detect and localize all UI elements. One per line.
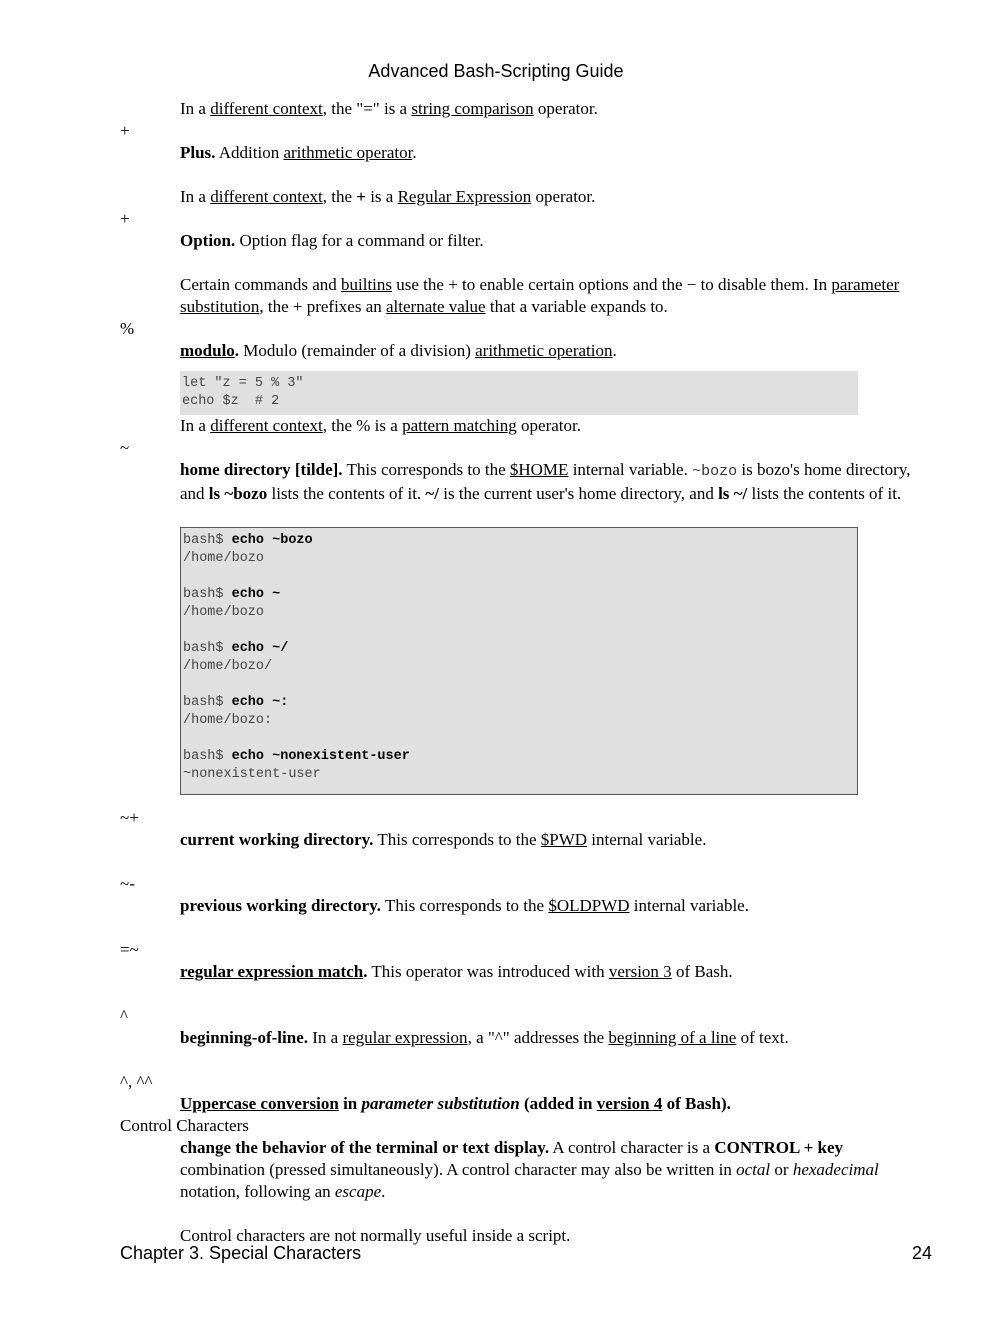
link-regular-expression[interactable]: regular expression — [342, 1028, 468, 1047]
link-pwd[interactable]: $PWD — [540, 830, 588, 849]
term-regex-match: =~ — [120, 940, 139, 959]
paragraph: Plus. Addition arithmetic operator. — [180, 143, 417, 162]
link-different-context[interactable]: different context — [210, 187, 323, 206]
code-block-tilde: bash$ echo ~bozo /home/bozo bash$ echo ~ /home/bozo bash$ echo ~/ /home/bozo/ bash$ echo ~: /home/bozo: bash$ echo ~nonexistent-user ~nonexistent-user — [180, 527, 858, 795]
term-caret: ^ — [120, 1006, 128, 1025]
link-arithmetic-operator[interactable]: arithmetic operator — [283, 143, 413, 162]
page-footer — [120, 1243, 932, 1264]
link-arithmetic-operation[interactable]: arithmetic operation — [475, 341, 613, 360]
paragraph: home directory [tilde]. This corresponds to the $HOME internal variable. ~bozo is bozo's home directory, and ls ~bozo lists the contents of it. ~/ is the current user's home directory, and ls ~/ lists the contents of it. — [180, 460, 911, 503]
def-control-characters — [180, 1137, 932, 1247]
link-different-context[interactable]: different context — [210, 99, 323, 118]
link-version-3[interactable]: version 3 — [608, 962, 672, 981]
term-tilde-minus: ~- — [120, 874, 135, 893]
link-string-comparison[interactable]: string comparison — [411, 99, 534, 118]
paragraph: Certain commands and builtins use the + to enable certain options and the − to disable them. In parameter substitution, the + prefixes an alternate value that a variable expands to. — [180, 275, 900, 316]
def-tilde — [180, 459, 932, 795]
link-uppercase-conversion[interactable]: Uppercase conversion — [180, 1094, 339, 1113]
paragraph: Uppercase conversion in parameter substitution (added in version 4 of Bash). — [180, 1094, 731, 1113]
link-pattern-matching[interactable]: pattern matching — [402, 416, 517, 435]
document-body — [120, 98, 932, 1247]
def-modulo — [180, 340, 932, 437]
paragraph: Control characters are not normally useful inside a script. — [180, 1226, 571, 1245]
term-caret-caret: ^, ^^ — [120, 1072, 153, 1091]
link-version-4[interactable]: version 4 — [596, 1094, 663, 1113]
paragraph: previous working directory. This corresponds to the $OLDPWD internal variable. — [180, 896, 749, 915]
code-block-modulo: let "z = 5 % 3" echo $z # 2 — [180, 371, 858, 415]
def-caret — [180, 1027, 932, 1049]
term-plus: + — [120, 121, 130, 140]
term-modulo: % — [120, 319, 135, 338]
link-oldpwd[interactable]: $OLDPWD — [548, 896, 630, 915]
paragraph: current working directory. This corresponds to the $PWD internal variable. — [180, 830, 707, 849]
def-option — [180, 230, 932, 318]
link-builtins[interactable]: builtins — [341, 275, 393, 294]
paragraph: modulo. Modulo (remainder of a division) arithmetic operation. — [180, 341, 617, 360]
term-tilde-plus: ~+ — [120, 808, 139, 827]
link-home[interactable]: $HOME — [509, 460, 569, 479]
def-equals-cont — [180, 98, 932, 120]
link-alternate-value[interactable]: alternate value — [386, 297, 486, 316]
link-regular-expression[interactable]: Regular Expression — [397, 187, 532, 206]
paragraph: In a different context, the % is a pattern matching operator. — [180, 416, 581, 435]
page-header: Advanced Bash-Scripting Guide — [368, 61, 624, 81]
link-regex-match[interactable]: regular expression match — [180, 962, 364, 981]
paragraph: regular expression match. This operator was introduced with version 3 of Bash. — [180, 962, 733, 981]
link-parameter-substitution[interactable]: parameter substitution — [180, 275, 900, 316]
paragraph: In a different context, the + is a Regular Expression operator. — [180, 187, 596, 206]
def-caret-caret — [180, 1093, 932, 1115]
def-tilde-minus — [180, 895, 932, 917]
link-beginning-of-line[interactable]: beginning of a line — [608, 1028, 737, 1047]
def-regex-match — [180, 961, 932, 983]
def-tilde-plus — [180, 829, 932, 851]
def-plus — [180, 142, 932, 208]
term-control-characters: Control Characters — [120, 1116, 249, 1135]
paragraph: beginning-of-line. In a regular expression, a "^" addresses the beginning of a line of text. — [180, 1028, 789, 1047]
footer-page-number: 24 — [911, 1243, 932, 1263]
paragraph: change the behavior of the terminal or text display. A control character is a CONTROL + key combination (pressed simultaneously). A control character may also be written in octal or hexadecimal notation, following an escape. — [180, 1138, 879, 1201]
link-modulo[interactable]: modulo — [180, 341, 235, 360]
footer-chapter: Chapter 3. Special Characters — [120, 1243, 362, 1263]
term-tilde: ~ — [120, 438, 130, 457]
link-different-context[interactable]: different context — [210, 416, 323, 435]
paragraph: In a different context, the "=" is a string comparison operator. — [180, 99, 598, 118]
term-option: + — [120, 209, 130, 228]
paragraph: Option. Option flag for a command or filter. — [180, 231, 484, 250]
